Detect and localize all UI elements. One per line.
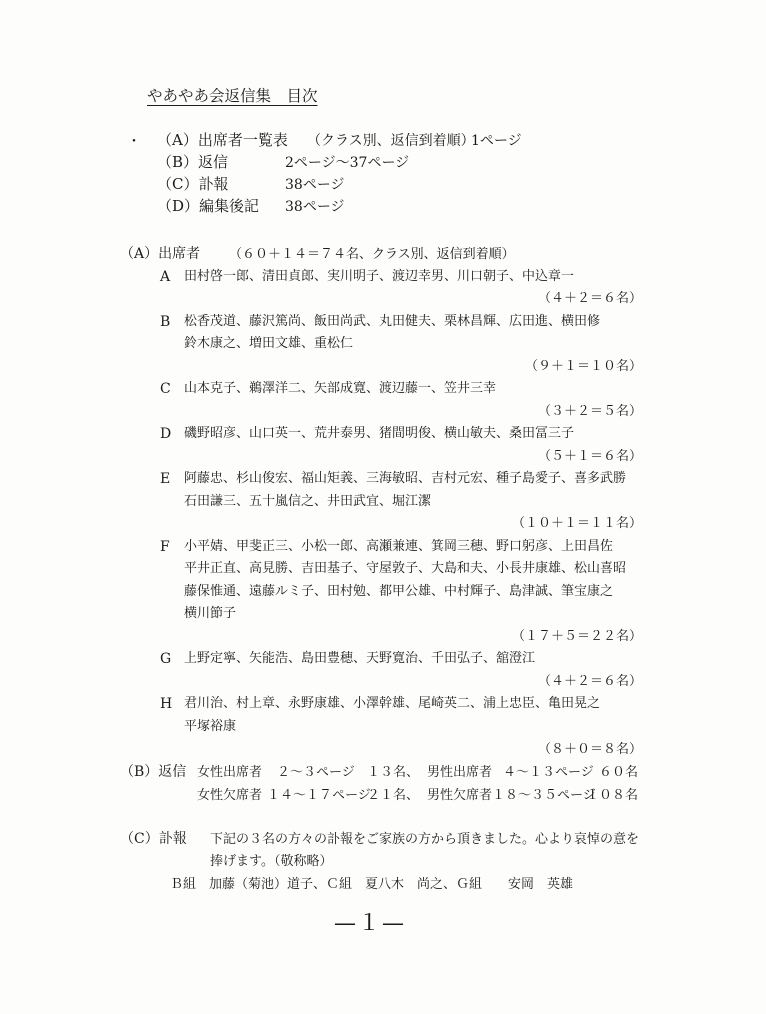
class-count: （１７＋５＝２２名） xyxy=(511,629,642,644)
class-names-line: 平塚裕康 xyxy=(184,719,237,734)
replies-cell: １４～１７ページ xyxy=(267,788,371,803)
class-letter: G xyxy=(160,651,172,667)
page-number: —１— xyxy=(334,911,407,936)
class-count: （４＋２＝６名） xyxy=(537,674,642,689)
class-names-line: 平井正直、高見勝、吉田基子、守屋敦子、大島和夫、小長井康雄、松山喜昭 xyxy=(184,561,627,576)
class-count: （８＋０＝８名） xyxy=(537,742,642,757)
class-names-line: 山本克子、鵜澤洋二、矢部成寛、渡辺藤一、笠井三幸 xyxy=(184,381,497,396)
toc-bullet: ・ xyxy=(127,134,141,150)
class-letter: B xyxy=(160,314,171,330)
replies-cell: １８～３５ページ xyxy=(492,788,596,803)
replies-cell: ２～３ページ xyxy=(277,765,355,780)
class-count: （３＋２＝５名） xyxy=(537,404,642,419)
toc-item-replies-page: 2ページ～37ページ xyxy=(285,155,410,171)
replies-cell: 男性出席者 xyxy=(427,765,493,780)
replies-cell: ６０名 xyxy=(598,765,638,780)
class-letter: A xyxy=(160,269,171,285)
class-letter: C xyxy=(160,381,171,397)
class-names-line: 藤保惟通、遠藤ルミ子、田村勉、都甲公雄、中村輝子、島津誠、筆宝康之 xyxy=(184,584,614,599)
toc-item-afterword-label: （D）編集後記 xyxy=(157,197,260,215)
replies-cell: 女性出席者 xyxy=(197,765,263,780)
obituary-text-line: 下記の３名の方々の訃報をご家族の方から頂きました。心より哀悼の意を xyxy=(210,832,640,847)
toc-item-afterword-page: 38ページ xyxy=(285,199,345,215)
toc-item-attendees-page: 1ページ xyxy=(471,133,522,149)
replies-cell: ４～１３ページ xyxy=(503,765,594,780)
class-names-line: 石田謙三、五十嵐信之、井田武宜、堀江潔 xyxy=(184,494,432,509)
class-count: （４＋２＝６名） xyxy=(537,291,642,306)
class-count: （１０＋１＝１１名） xyxy=(511,516,642,531)
class-names-line: 松香茂道、藤沢篤尚、飯田尚武、丸田健夫、栗林昌輝、広田進、横田修 xyxy=(184,314,601,329)
class-letter: D xyxy=(160,426,172,442)
replies-cell: １０８名 xyxy=(585,788,638,803)
attendees-heading-label: （A）出席者 xyxy=(120,246,201,262)
class-letter: H xyxy=(160,696,173,712)
class-names-line: 田村啓一郎、清田貞郎、実川明子、渡辺幸男、川口朝子、中込章一 xyxy=(184,269,575,284)
class-count: （９＋１＝１０名） xyxy=(524,359,642,374)
toc-item-attendees-label: （A）出席者一覧表 xyxy=(157,131,288,149)
document-title: やあやあ会返信集 目次 xyxy=(147,87,318,105)
replies-cell: ２１名、 xyxy=(367,788,420,803)
replies-cell: 男性欠席者 xyxy=(427,788,493,803)
replies-cell: １３名、 xyxy=(367,765,420,780)
obituary-text-line: 捧げます。（敬称略） xyxy=(210,854,333,869)
class-names-line: 君川治、村上章、永野康雄、小澤幹雄、尾崎英二、浦上忠臣、亀田晃之 xyxy=(184,696,601,711)
class-letter: F xyxy=(160,539,170,555)
class-names-line: 横川節子 xyxy=(184,606,237,621)
obituary-label: （C）訃報 xyxy=(120,831,187,847)
class-names-line: 小平婧、甲斐正三、小松一郎、高瀬兼連、箕岡三穂、野口躬彦、上田昌佐 xyxy=(184,539,614,554)
class-names-line: 阿藤忠、杉山俊宏、福山矩義、三海敏昭、吉村元宏、種子島愛子、喜多武勝 xyxy=(184,471,627,486)
class-names-line: 磯野昭彦、山口英一、荒井泰男、猪間明俊、横山敏夫、桑田冨三子 xyxy=(184,426,575,441)
replies-label: （B）返信 xyxy=(120,764,187,780)
class-names-line: 上野定寧、矢能浩、島田豊穂、天野寛治、千田弘子、舘澄江 xyxy=(184,651,536,666)
class-count: （５＋１＝６名） xyxy=(537,449,642,464)
toc-item-obituary-page: 38ページ xyxy=(285,177,345,193)
toc-item-replies-label: （B）返信 xyxy=(157,153,229,171)
class-names-line: 鈴木康之、増田文雄、重松仁 xyxy=(184,336,354,351)
attendees-heading-detail: （６０＋１４＝７４名、クラス別、返信到着順） xyxy=(229,247,515,262)
obituary-names: Ｂ組 加藤（菊池）道子、Ｃ組 夏八木 尚之、Ｇ組 安岡 英雄 xyxy=(170,877,574,892)
replies-cell: 女性欠席者 xyxy=(197,788,263,803)
class-letter: E xyxy=(160,471,171,487)
toc-item-attendees-detail: （クラス別、返信到着順） xyxy=(307,133,475,149)
toc-item-obituary-label: （C）訃報 xyxy=(157,175,229,193)
